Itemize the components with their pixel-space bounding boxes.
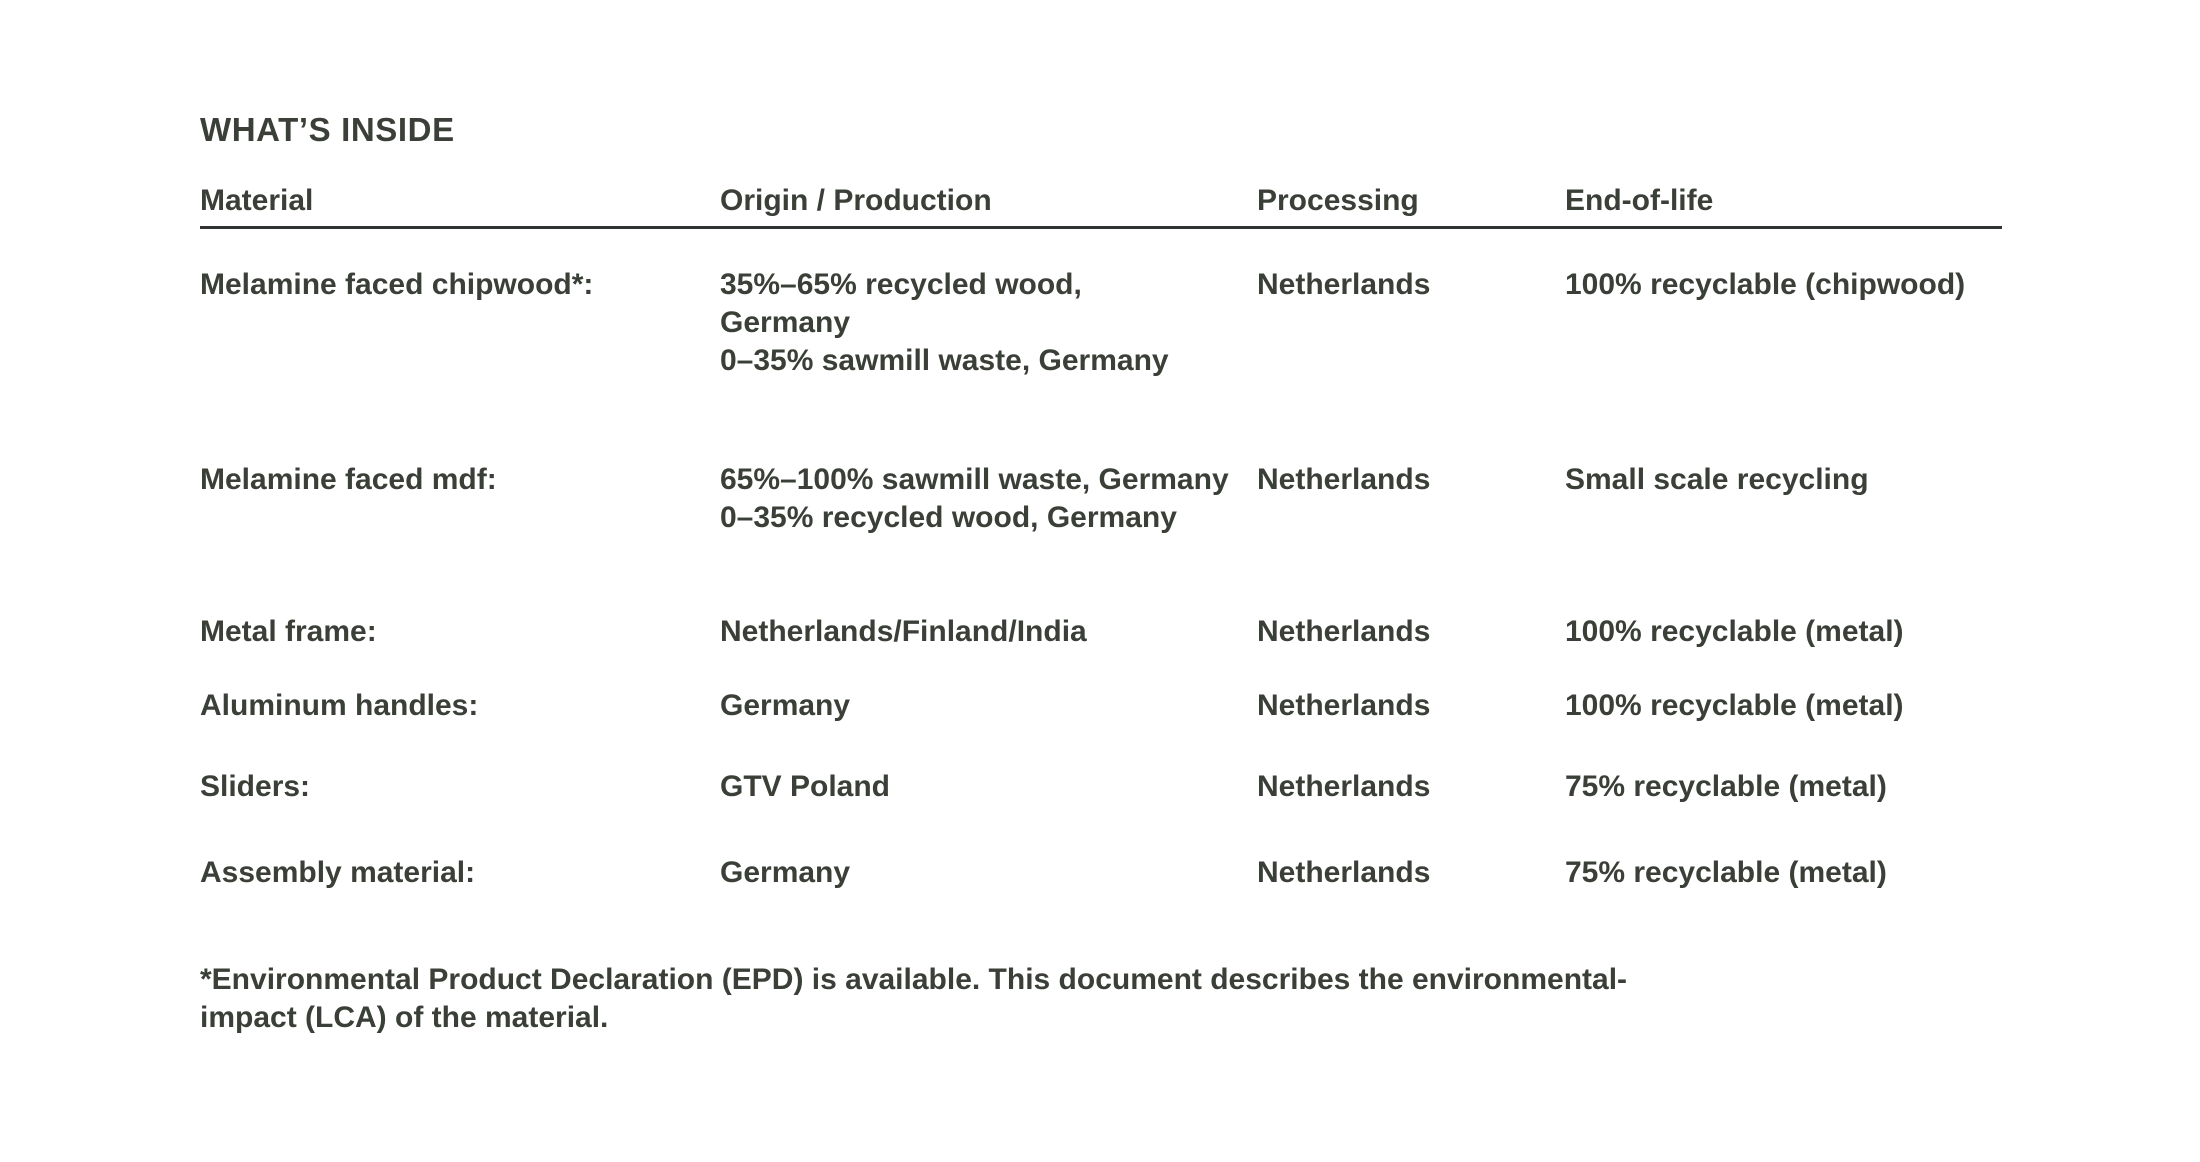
epd-footnote xyxy=(200,961,2002,1037)
page-title: WHAT’S INSIDE xyxy=(200,111,455,148)
origin-cell xyxy=(720,687,1257,725)
end-of-life-cell: Small scale recycling xyxy=(1565,463,1869,497)
material-cell: Sliders: xyxy=(200,770,311,804)
material-cell: Aluminum handles: xyxy=(200,689,479,723)
origin-line: Netherlands/Finland/India xyxy=(720,615,1087,649)
material-cell: Melamine faced chipwood*: xyxy=(200,268,594,302)
end-of-life-cell: 100% recyclable (metal) xyxy=(1565,689,1904,723)
material-cell: Assembly material: xyxy=(200,856,476,890)
material-cell: Metal frame: xyxy=(200,615,377,649)
table-row xyxy=(200,266,2002,380)
end-of-life-cell: 75% recyclable (metal) xyxy=(1565,856,1887,890)
whats-inside-section xyxy=(200,112,2002,1037)
column-header-material: Material xyxy=(200,184,314,218)
origin-line: 0–35% recycled wood, Germany xyxy=(720,501,1177,535)
table-row xyxy=(200,768,2002,806)
origin-line: 35%–65% recycled wood, xyxy=(720,268,1082,302)
column-header-processing: Processing xyxy=(1257,184,1419,218)
end-of-life-cell: 100% recyclable (chipwood) xyxy=(1565,268,1966,302)
table-row xyxy=(200,854,2002,892)
origin-line: Germany xyxy=(720,689,851,723)
column-header-end-of-life: End-of-life xyxy=(1565,184,1714,218)
origin-cell xyxy=(720,461,1257,537)
processing-cell: Netherlands xyxy=(1257,689,1431,723)
materials-table-header xyxy=(200,182,2002,229)
origin-cell xyxy=(720,266,1257,380)
origin-line: 0–35% sawmill waste, Germany xyxy=(720,344,1169,378)
table-row xyxy=(200,461,2002,537)
end-of-life-cell: 75% recyclable (metal) xyxy=(1565,770,1887,804)
material-cell: Melamine faced mdf: xyxy=(200,463,497,497)
origin-line: Germany xyxy=(720,306,851,340)
end-of-life-cell: 100% recyclable (metal) xyxy=(1565,615,1904,649)
origin-line: GTV Poland xyxy=(720,770,891,804)
origin-cell xyxy=(720,768,1257,806)
table-row xyxy=(200,687,2002,725)
processing-cell: Netherlands xyxy=(1257,770,1431,804)
footnote-line: impact (LCA) of the material. xyxy=(200,1001,609,1035)
processing-cell: Netherlands xyxy=(1257,268,1431,302)
origin-cell xyxy=(720,854,1257,892)
processing-cell: Netherlands xyxy=(1257,856,1431,890)
origin-cell xyxy=(720,613,1257,651)
origin-line: Germany xyxy=(720,856,851,890)
origin-line: 65%–100% sawmill waste, Germany xyxy=(720,463,1229,497)
footnote-line: *Environmental Product Declaration (EPD) is available. This document describes the environmental- xyxy=(200,963,1628,997)
column-header-origin-production: Origin / Production xyxy=(720,184,992,218)
table-row xyxy=(200,613,2002,651)
processing-cell: Netherlands xyxy=(1257,615,1431,649)
processing-cell: Netherlands xyxy=(1257,463,1431,497)
